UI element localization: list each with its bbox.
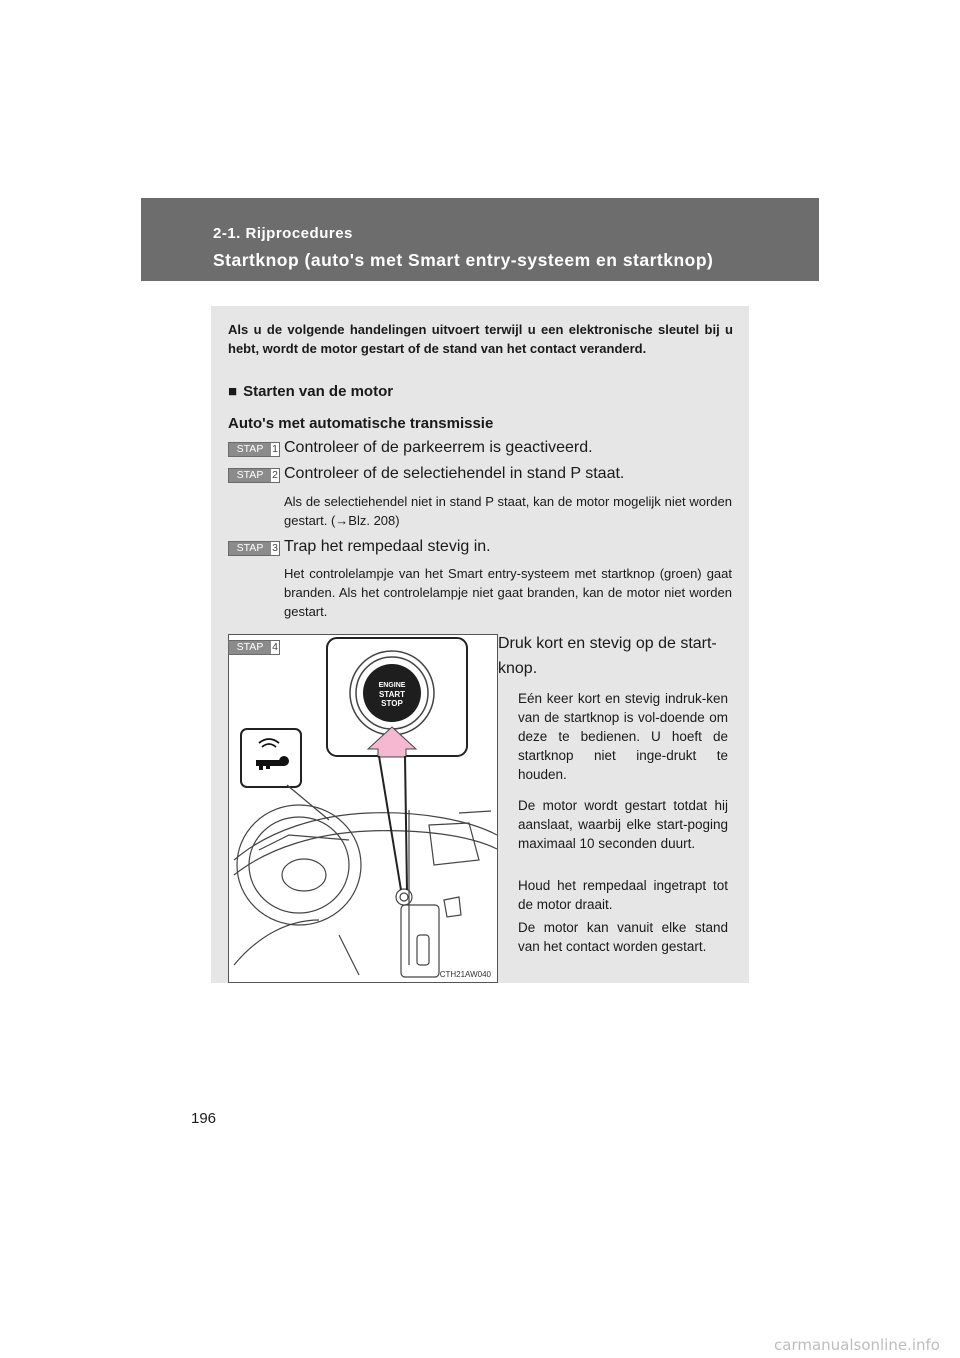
step-badge-number: 2 <box>272 469 278 481</box>
step-1-text: Controleer of de parkeerrem is geactiveerd. <box>284 439 593 456</box>
page-number: 196 <box>191 1110 217 1127</box>
subheading <box>228 383 393 400</box>
button-label-stop: STOP <box>381 699 403 708</box>
button-label-start: START <box>378 690 406 699</box>
step-3-text: Trap het rempedaal stevig in. <box>284 538 491 555</box>
step-2-note <box>284 492 732 530</box>
step-badge-label: STAP <box>229 443 271 456</box>
dashboard-illustration <box>229 635 499 984</box>
engine-start-figure <box>228 634 498 983</box>
step-1-badge <box>228 442 280 457</box>
page-reference-link[interactable]: Blz. 208 <box>348 513 396 528</box>
step-badge-number: 1 <box>272 443 278 455</box>
page-title: Startknop (auto's met Smart entry-systeem en startknop) <box>213 250 714 270</box>
header-band <box>141 198 819 281</box>
step-badge-number: 4 <box>272 641 278 653</box>
step-badge-label: STAP <box>229 542 271 555</box>
arrow-right-icon: → <box>335 513 349 528</box>
button-label-engine: ENGINE <box>378 682 406 689</box>
step-2-text: Controleer of de selectiehendel in stand P staat. <box>284 465 625 482</box>
step-2-note-text: Als de selectiehendel niet in stand P staat, kan de motor mogelijk niet worden gestart. ( <box>284 494 732 528</box>
step-2-note-close: ) <box>395 513 400 528</box>
square-bullet-icon: ■ <box>228 383 238 400</box>
step-3-note: Het controlelampje van het Smart entry-systeem met startknop (groen) gaat branden. Als het controlelampje niet gaat branden, kan de motor niet worden gestart. <box>284 566 732 619</box>
step-4-note-2: De motor wordt gestart totdat hij aanslaat, waarbij elke start-poging maximaal 10 seconden duurt. <box>518 798 728 851</box>
step-4-text: Druk kort en stevig op de start-knop. <box>498 635 717 677</box>
step-4-badge <box>228 640 280 655</box>
figure-code: CTH21AW040 <box>439 970 491 979</box>
transmission-heading: Auto's met automatische transmissie <box>228 415 494 432</box>
step-badge-label: STAP <box>229 641 271 654</box>
section-label: 2-1. Rijprocedures <box>213 225 353 242</box>
step-4-note-3: Houd het rempedaal ingetrapt tot de motor draait. <box>518 878 728 912</box>
intro-text: Als u de volgende handelingen uitvoert terwijl u een elektronische sleutel bij u hebt, wordt de motor gestart of de stand van het contact veranderd. <box>228 322 733 356</box>
step-2-badge <box>228 468 280 483</box>
subheading-text: Starten van de motor <box>243 383 394 400</box>
step-4-note-1: Eén keer kort en stevig indruk-ken van de startknop is vol-doende om deze te bedienen. U hoeft de startknop niet inge-drukt te houden. <box>518 691 728 782</box>
step-badge-label: STAP <box>229 469 271 482</box>
step-3-badge <box>228 541 280 556</box>
step-badge-number: 3 <box>272 542 278 554</box>
figure-frame <box>228 634 498 983</box>
watermark: carmanualsonline.info <box>774 1336 940 1354</box>
step-4-note-4: De motor kan vanuit elke stand van het contact worden gestart. <box>518 920 728 954</box>
content-box <box>211 306 749 983</box>
